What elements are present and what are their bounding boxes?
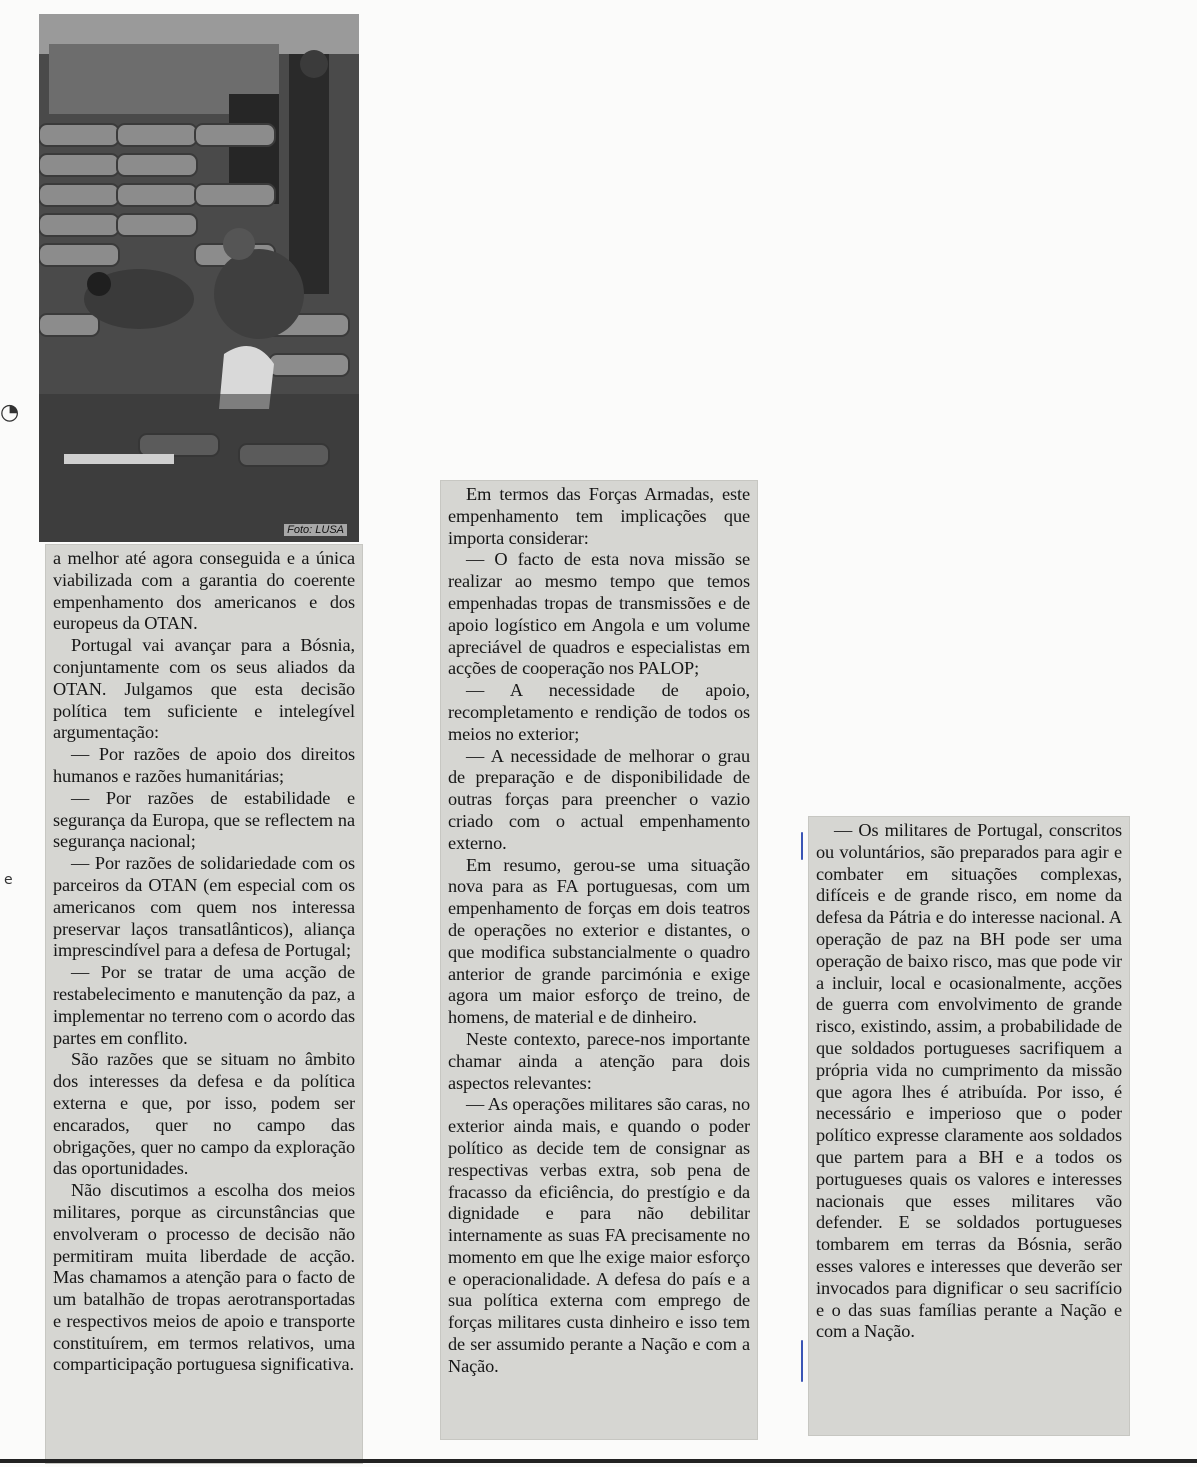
scan-artifact: e xyxy=(4,872,13,888)
paragraph: — Por razões de estabilidade e segurança da Europa, que se reflectem na segurança nacional; xyxy=(53,787,355,852)
paragraph: a melhor até agora conseguida e a única viabilizada com a garantia do coerente empenhamento dos americanos e dos europeus da OTAN. xyxy=(53,548,355,634)
article-column-3 xyxy=(808,816,1130,1436)
pen-margin-mark xyxy=(801,832,803,860)
article-column-2 xyxy=(440,480,758,1440)
paragraph: São razões que se situam no âmbito dos interesses da defesa e da política externa e que, por isso, podem ser encarados, quer no campo das obrigações, quer no campo da exploração das oportunidades. xyxy=(53,1049,355,1179)
paragraph: — Por razões de solidariedade com os parceiros da OTAN (em especial com os americanos com quem nos interessa preservar laços transatlânticos), aliança imprescindível para a defesa de Portugal; xyxy=(53,853,355,961)
paragraph: — As operações militares são caras, no exterior ainda mais, e quando o poder político as decide tem de consignar as respectivas verbas extra, sob pena de fracasso da eficiência, do prestígio e da dignidade e para não debilitar internamente as suas FA precisamente no momento em que lhe exige maior esforço e operacionalidade. A defesa do país e a sua política externa com emprego de forças militares custa dinheiro e isso tem de ser assumido perante a Nação e com a Nação. xyxy=(448,1094,750,1376)
paragraph: Portugal vai avançar para a Bósnia, conjuntamente com os seus aliados da OTAN. Julgamos que esta decisão política tem suficiente e intelegível argumentação: xyxy=(53,635,355,743)
article-column-1 xyxy=(45,544,363,1464)
scan-artifact: ◔ xyxy=(0,400,20,425)
paragraph: — A necessidade de apoio, recompletamento e rendição de todos os meios no exterior; xyxy=(448,680,750,744)
paragraph: Não discutimos a escolha dos meios militares, porque as circunstâncias que envolveram o processo de decisão não permitiram muita liberdade de acção. Mas chamamos a atenção para o facto de um batalhão de tropas aerotransportadas e respectivos meios de apoio e transporte constituírem, em termos relativos, uma comparticipação portuguesa significativa. xyxy=(53,1180,355,1375)
paragraph: — Por razões de apoio dos direitos humanos e razões humanitárias; xyxy=(53,744,355,786)
paragraph: Em resumo, gerou-se uma situação nova para as FA portuguesas, com um empenhamento de forças em dois teatros de operações no exterior e distantes, o que modifica substancialmente o quadro anterior de grande parcimónia e exige agora um maior esforço de treino, de homens, de material e de dinheiro. xyxy=(448,854,750,1028)
bottom-rule xyxy=(0,1459,1197,1463)
pen-margin-mark xyxy=(801,1340,803,1382)
photo-credit: Foto: LUSA xyxy=(284,524,347,536)
paragraph: — Por se tratar de uma acção de restabelecimento e manutenção da paz, a implementar no terreno com o acordo das partes em conflito. xyxy=(53,962,355,1048)
photo-soldiers-sandbags xyxy=(39,14,359,542)
paragraph: Neste contexto, parece-nos importante chamar ainda a atenção para dois aspectos relevantes: xyxy=(448,1028,750,1093)
paragraph: — A necessidade de melhorar o grau de preparação e de disponibilidade de outras forças para preencher o vazio criado com o actual empenhamento externo. xyxy=(448,745,750,853)
paragraph: Em termos das Forças Armadas, este empenhamento tem implicações que importa considerar: xyxy=(448,484,750,548)
news-photo xyxy=(39,14,359,542)
paragraph: — Os militares de Portugal, conscritos ou voluntários, são preparados para agir e combater em situações complexas, difíceis e de grande risco, em nome da defesa da Pátria e do interesse nacional. A operação de paz na BH pode ser uma operação de baixo risco, mas que pode vir a incluir, local e ocasionalmente, acções de guerra com envolvimento de grande risco, existindo, assim, a probabilidade de que soldados portugueses sacrifiquem a própria vida no cumprimento da missão que agora lhes é atribuída. Por isso, é necessário e imperioso que o poder político expresse claramente aos soldados que partem para a BH e a todos os portugueses quais os valores e interesses nacionais que esses militares vão defender. E se soldados portugueses tombarem em terras da Bósnia, serão esses valores e interesses que deverão ser invocados para dignificar o seu sacrifício e o das suas famílias perante a Nação e com a Nação. xyxy=(816,820,1122,1342)
paragraph: — O facto de esta nova missão se realizar ao mesmo tempo que temos empenhadas tropas de transmissões e de apoio logístico em Angola e um volume apreciável de quadros e especialistas em acções de cooperação nos PALOP; xyxy=(448,549,750,679)
